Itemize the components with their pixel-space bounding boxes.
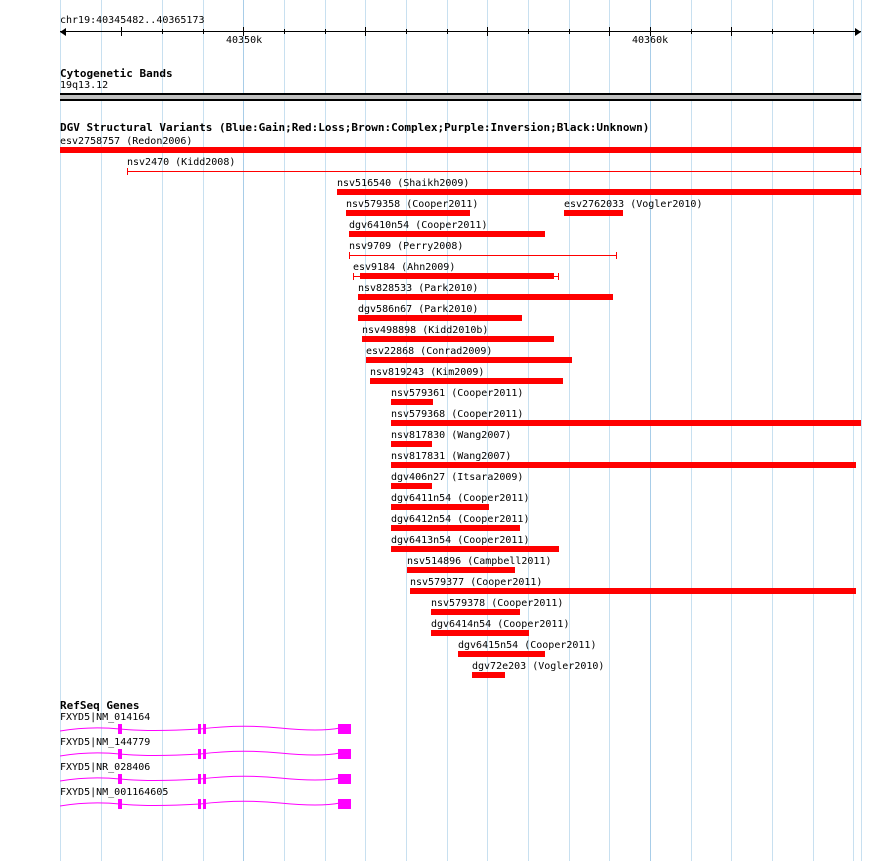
dgv-variant-bar[interactable] [410,588,856,594]
refseq-exon [203,774,206,784]
refseq-exon [338,774,351,784]
dgv-variant-label[interactable]: nsv819243 (Kim2009) [370,367,485,378]
dgv-variant-bar[interactable] [337,189,861,195]
dgv-variant-label[interactable]: nsv516540 (Shaikh2009) [337,178,470,189]
grid-line [813,0,814,861]
grid-line [861,0,862,861]
dgv-variant-endcap [616,252,617,259]
dgv-variant-bar[interactable] [360,273,554,279]
refseq-exon [198,749,201,759]
dgv-variant-bar[interactable] [431,609,520,615]
ruler-tick [691,29,692,34]
dgv-track-title: DGV Structural Variants (Blue:Gain;Red:Loss;Brown:Complex;Purple:Inversion;Black:Unknown) [60,121,650,134]
dgv-variant-bar[interactable] [358,315,522,321]
refseq-gene-intron [60,747,360,761]
dgv-variant-bar[interactable] [346,210,470,216]
dgv-variant-label[interactable]: nsv498898 (Kidd2010b) [362,325,489,336]
dgv-variant-bar[interactable] [362,336,554,342]
dgv-variant-bar[interactable] [391,441,432,447]
dgv-variant-endcap [558,273,559,280]
refseq-gene-intron [60,772,360,786]
dgv-variant-label[interactable]: nsv9709 (Perry2008) [349,241,464,252]
dgv-variant-bar[interactable] [391,399,433,405]
cytoband-bar[interactable] [60,93,861,101]
dgv-variant-bar[interactable] [60,147,861,153]
refseq-gene-label[interactable]: FXYD5|NM_001164605 [60,787,169,798]
ruler-tick [772,29,773,34]
dgv-variant-label[interactable]: nsv817830 (Wang2007) [391,430,512,441]
dgv-variant-bar[interactable] [407,567,515,573]
refseq-gene-intron [60,797,360,811]
scroll-right-arrow-icon[interactable] [855,28,861,36]
dgv-variant-bar[interactable] [366,357,572,363]
dgv-variant-label[interactable]: dgv6412n54 (Cooper2011) [391,514,530,525]
ruler-label-40350k: 40350k [226,35,263,46]
dgv-variant-bar[interactable] [431,630,529,636]
dgv-variant-line[interactable] [349,255,617,256]
dgv-variant-label[interactable]: dgv6411n54 (Cooper2011) [391,493,530,504]
dgv-variant-bar[interactable] [391,504,489,510]
dgv-variant-label[interactable]: nsv514896 (Campbell2011) [407,556,552,567]
refseq-exon [198,724,201,734]
dgv-variant-line[interactable] [127,171,861,172]
dgv-variant-label[interactable]: esv2762033 (Vogler2010) [564,199,703,210]
dgv-variant-label[interactable]: dgv6410n54 (Cooper2011) [349,220,488,231]
dgv-variant-label[interactable]: nsv828533 (Park2010) [358,283,479,294]
dgv-variant-endcap [353,273,354,280]
dgv-variant-endcap [127,168,128,175]
dgv-variant-label[interactable]: esv2758757 (Redon2006) [60,136,193,147]
dgv-variant-label[interactable]: esv9184 (Ahn2009) [353,262,456,273]
ruler-tick [569,29,570,34]
ruler-tick [325,29,326,34]
dgv-variant-bar[interactable] [564,210,623,216]
refseq-exon [203,799,206,809]
dgv-variant-label[interactable]: nsv579378 (Cooper2011) [431,598,564,609]
refseq-exon [198,799,201,809]
dgv-variant-endcap [860,168,861,175]
dgv-variant-label[interactable]: nsv579361 (Cooper2011) [391,388,524,399]
ruler-label-40360k: 40360k [632,35,669,46]
refseq-exon [118,749,122,759]
dgv-variant-bar[interactable] [391,483,432,489]
dgv-variant-bar[interactable] [458,651,545,657]
ruler-tick [406,29,407,34]
dgv-variant-bar[interactable] [391,462,856,468]
grid-line [731,0,732,861]
refseq-exon [338,724,351,734]
ruler-tick [365,27,366,36]
refseq-track-title: RefSeq Genes [60,699,140,712]
refseq-exon [338,799,351,809]
refseq-exon [118,774,122,784]
dgv-variant-bar[interactable] [370,378,563,384]
grid-line [691,0,692,861]
dgv-variant-label[interactable]: dgv6413n54 (Cooper2011) [391,535,530,546]
dgv-variant-label[interactable]: dgv6415n54 (Cooper2011) [458,640,597,651]
ruler-tick [203,29,204,34]
ruler-tick [609,27,610,36]
refseq-exon [203,749,206,759]
scroll-left-arrow-icon[interactable] [60,28,66,36]
refseq-exon [118,799,122,809]
cytoband-track-title: Cytogenetic Bands [60,67,173,80]
cytoband-label: 19q13.12 [60,80,109,91]
dgv-variant-label[interactable]: nsv2470 (Kidd2008) [127,157,236,168]
ruler-line [60,31,861,32]
ruler-tick [162,29,163,34]
dgv-variant-endcap [349,252,350,259]
dgv-variant-bar[interactable] [391,525,520,531]
refseq-exon [338,749,351,759]
grid-line [853,0,854,861]
ruler-tick [121,27,122,36]
dgv-variant-bar[interactable] [472,672,505,678]
grid-line [772,0,773,861]
refseq-gene-intron [60,722,360,736]
ruler-tick [487,27,488,36]
dgv-variant-label[interactable]: dgv72e203 (Vogler2010) [472,661,605,672]
refseq-exon [118,724,122,734]
dgv-variant-label[interactable]: dgv6414n54 (Cooper2011) [431,619,570,630]
dgv-variant-bar[interactable] [349,231,545,237]
ruler-tick [528,29,529,34]
ruler-tick [284,29,285,34]
refseq-exon [203,724,206,734]
refseq-gene-label[interactable]: FXYD5|NM_014164 [60,712,151,723]
coordinates-label: chr19:40345482..40365173 [60,15,205,26]
ruler-tick [447,29,448,34]
dgv-variant-label[interactable]: dgv406n27 (Itsara2009) [391,472,524,483]
ruler-tick [731,27,732,36]
ruler-tick [813,29,814,34]
grid-line [650,0,651,861]
dgv-variant-label[interactable]: dgv586n67 (Park2010) [358,304,479,315]
dgv-variant-label[interactable]: nsv579377 (Cooper2011) [410,577,543,588]
dgv-variant-label[interactable]: nsv817831 (Wang2007) [391,451,512,462]
dgv-variant-label[interactable]: nsv579358 (Cooper2011) [346,199,479,210]
dgv-variant-bar[interactable] [391,546,559,552]
dgv-variant-bar[interactable] [391,420,861,426]
dgv-variant-bar[interactable] [358,294,613,300]
dgv-variant-label[interactable]: nsv579368 (Cooper2011) [391,409,524,420]
refseq-gene-label[interactable]: FXYD5|NM_144779 [60,737,151,748]
dgv-variant-label[interactable]: esv22868 (Conrad2009) [366,346,493,357]
refseq-gene-label[interactable]: FXYD5|NR_028406 [60,762,151,773]
refseq-exon [198,774,201,784]
